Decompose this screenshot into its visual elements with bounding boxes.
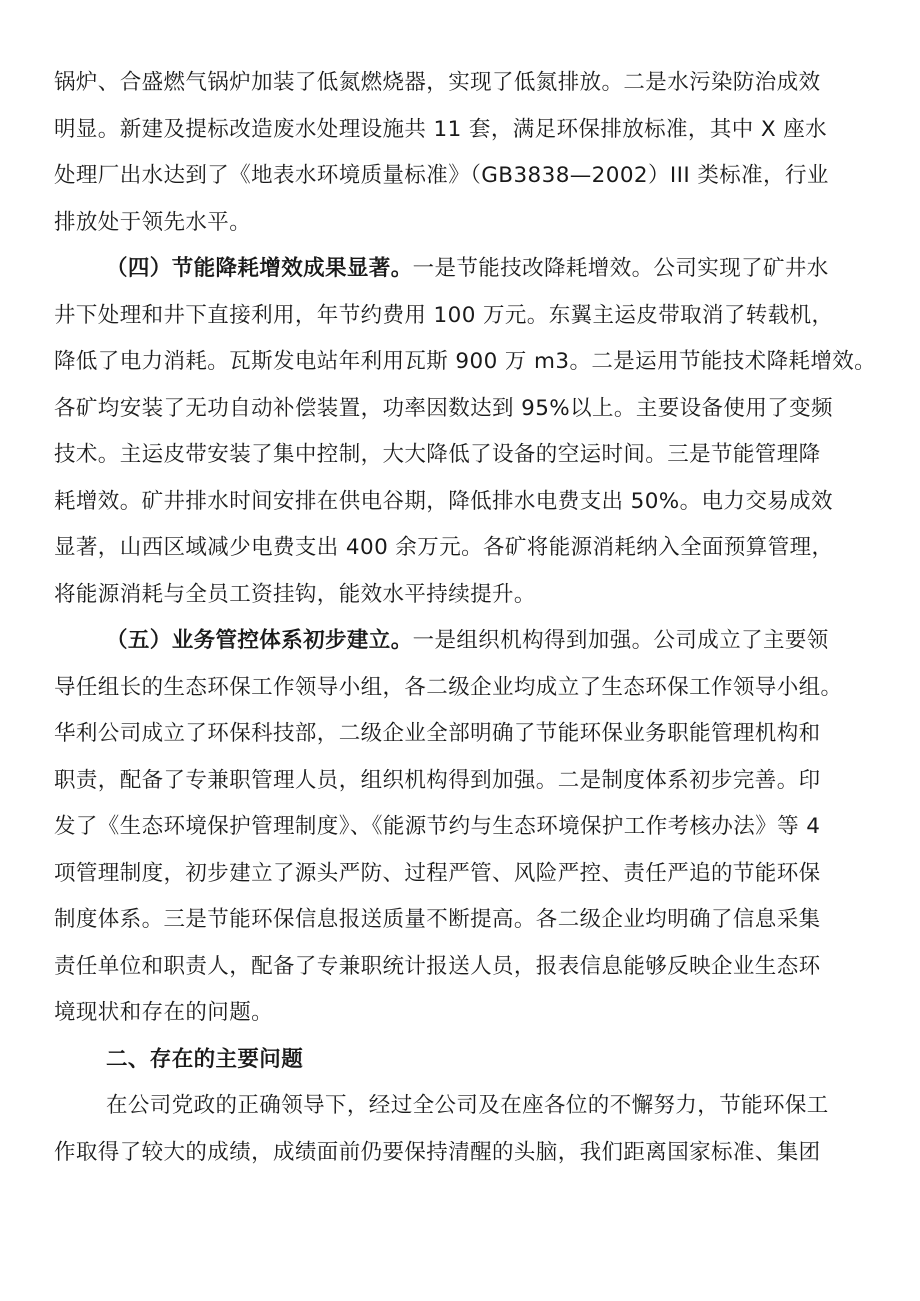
- body-text-line: 技术。主运皮带安装了集中控制，大大降低了设备的空运时间。三是节能管理降: [54, 442, 821, 467]
- section-four-paragraph-start: [54, 246, 872, 293]
- body-text: 一是节能技改降耗增效。公司实现了矿井水: [412, 256, 829, 281]
- document-page: [54, 60, 877, 1176]
- section-heading-four: （四）节能降耗增效成果显著。: [106, 256, 413, 281]
- section-five-paragraph-start: [54, 618, 872, 665]
- body-text-line: 耗增效。矿井排水时间安排在供电谷期，降低排水电费支出 50%。电力交易成效: [54, 488, 833, 514]
- body-text-line: 发了《生态环境保护管理制度》、《能源节约与生态环境保护工作考核办法》等 4: [54, 814, 821, 839]
- body-text-line: 导任组长的生态环保工作领导小组，各二级企业均成立了生态环保工作领导小组。: [54, 674, 843, 700]
- section-heading-line: [54, 1037, 872, 1084]
- body-text-line: 作取得了较大的成绩，成绩面前仍要保持清醒的头脑，我们距离国家标准、集团: [54, 1139, 821, 1165]
- section-heading-two: 二、存在的主要问题: [106, 1046, 304, 1072]
- section-heading-five: （五）业务管控体系初步建立。: [106, 628, 413, 653]
- body-text-line: 排放处于领先水平。: [54, 209, 252, 235]
- body-text-line: 职责，配备了专兼职管理人员，组织机构得到加强。二是制度体系初步完善。印: [54, 767, 821, 793]
- body-text-line: 井下处理和井下直接利用，年节约费用 100 万元。东翼主运皮带取消了转载机，: [54, 302, 834, 328]
- body-text-line: 显著，山西区域减少电费支出 400 余万元。各矿将能源消耗纳入全面预算管理，: [54, 535, 834, 560]
- body-text-line: 锅炉、合盛燃气锅炉加装了低氮燃烧器，实现了低氮排放。二是水污染防治成效: [54, 70, 821, 95]
- body-text-line: 降低了电力消耗。瓦斯发电站年利用瓦斯 900 万 m3。二是运用节能技术降耗增效。: [54, 349, 877, 374]
- body-text-line: 责任单位和职责人，配备了专兼职统计报送人员，报表信息能够反映企业生态环: [54, 953, 821, 979]
- body-text: 一是组织机构得到加强。公司成立了主要领: [412, 628, 829, 653]
- body-text-line: 制度体系。三是节能环保信息报送质量不断提高。各二级企业均明确了信息采集: [54, 907, 821, 932]
- body-text-line: 华利公司成立了环保科技部，二级企业全部明确了节能环保业务职能管理机构和: [54, 721, 821, 746]
- body-text-line: 项管理制度，初步建立了源头严防、过程严管、风险严控、责任严追的节能环保: [54, 860, 821, 886]
- body-text-line: 明显。新建及提标改造废水处理设施共 11 套，满足环保排放标准，其中 X 座水: [54, 116, 828, 142]
- body-text-line: 在公司党政的正确领导下，经过全公司及在座各位的不懈努力，节能环保工: [106, 1093, 829, 1118]
- body-text-line: 将能源消耗与全员工资挂钩，能效水平持续提升。: [54, 581, 536, 607]
- body-text-line: 各矿均安装了无功自动补偿装置，功率因数达到 95%以上。主要设备使用了变频: [54, 395, 833, 421]
- body-text-line: 处理厂出水达到了《地表水环境质量标准》（GB3838—2002）III 类标准，行业: [54, 163, 829, 188]
- body-text-line: 境现状和存在的问题。: [54, 1000, 274, 1025]
